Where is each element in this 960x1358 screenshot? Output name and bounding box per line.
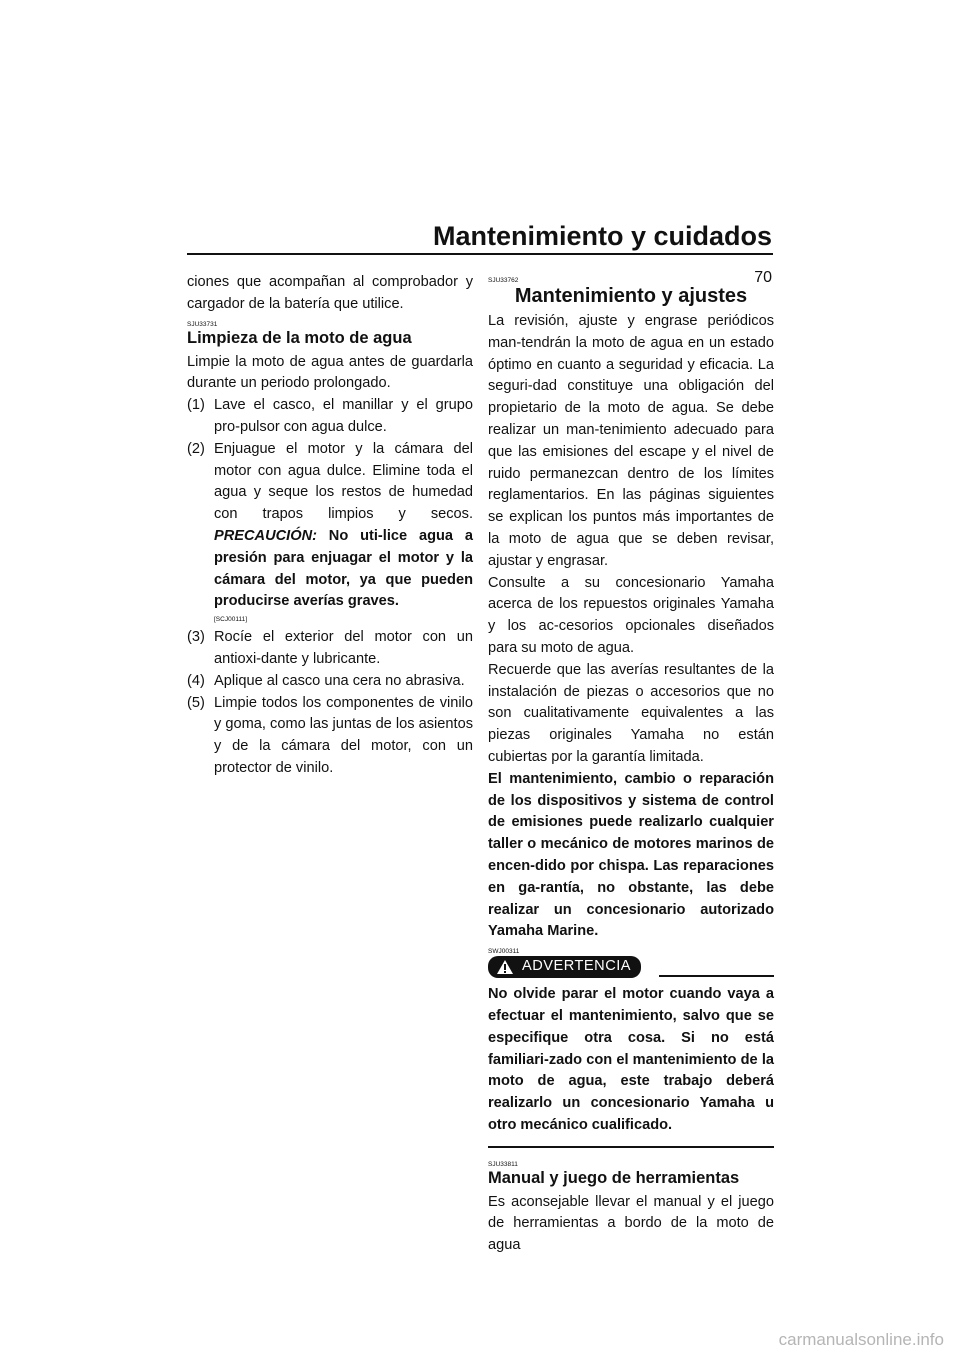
section-title-manual: Manual y juego de herramientas [488,1168,740,1187]
left-column [187,272,473,780]
section-code: SJU33731 [187,320,218,328]
caution-label: PRECAUCIÓN: [214,527,317,544]
page-number: 70 [754,269,772,286]
maintenance-paragraph-1: La revisión, ajuste y engrase periódicos man-tendrán la moto de agua en un estado óptimo en cuanto a seguridad y eficacia. La seguri-dad constituye una obligación del propietario de la moto de agua. Se debe realizar un man-tenimiento adecuado para que las emisiones del escape y el nivel de ruido permanezcan dentro de los límites reglamentarios. En las páginas siguientes se explican los puntos más importantes de la moto de agua que se deben revisar, ajustar y engrasar. [488,313,774,569]
step-number: (3) [187,629,205,646]
section-title-maintenance: Mantenimiento y ajustes [514,285,748,307]
warning-end-rule [488,1146,774,1148]
maintenance-paragraph-2: Consulte a su concesionario Yamaha acerca de los repuestos originales Yamaha y los ac-cesorios opcionales diseñados para su moto de agua. [488,574,774,656]
maintenance-paragraph-4: El mantenimiento, cambio o reparación de los dispositivos y sistema de control de emisiones puede realizarlo cualquier taller o mecánico de motores marinos de encen-dido por chispa. Las reparaciones en ga-rantía, no obstante, las debe realizar un concesionario autorizado Yamaha Marine. [488,770,774,940]
step-number: (4) [187,672,205,689]
step-text: Aplique al casco una cera no abrasiva. [214,672,465,689]
right-column [488,272,774,1257]
page-title: Mantenimiento y cuidados [432,221,772,251]
list-item [187,395,473,439]
list-item [187,693,473,780]
section-code: SJU33762 [488,277,519,284]
section-intro: Limpie la moto de agua antes de guardarla durante un periodo prolongado. [187,353,473,392]
title-rule [187,253,773,255]
step-text: Lave el casco, el manillar y el grupo pro-pulsor con agua dulce. [214,397,473,435]
warning-label: ADVERTENCIA [522,958,632,975]
section-title-cleaning: Limpieza de la moto de agua [187,328,412,347]
warning-text: No olvide parar el motor cuando vaya a efectuar el mantenimiento, salvo que se especifique otra cosa. Si no está familiari-zado con el mantenimiento de la moto de agua, este trabajo deberá realizarlo un concesionario Yamaha u otro mecánico cualificado. [488,986,774,1133]
warning-header [488,956,774,978]
step-number: (2) [187,440,205,457]
warning-badge [488,956,641,978]
list-item [187,439,473,627]
step-number: (5) [187,694,205,711]
step-text: Limpie todos los componentes de vinilo y goma, como las juntas de los asientos y de la cámara del motor, con un protector de vinilo. [214,694,473,776]
caution-text: No uti-lice agua a presión para enjuagar el motor y la cámara del motor, ya que pueden producirse averías graves. [214,527,473,610]
cleaning-steps [187,395,473,780]
list-item [187,627,473,671]
step-number: (1) [187,397,205,414]
manual-text: Es aconsejable llevar el manual y el juego de herramientas a bordo de la moto de agua [488,1193,774,1254]
step-text: Enjuague el motor y la cámara del motor con agua dulce. Elimine toda el agua y seque los restos de humedad con trapos limpios y secos. [214,440,473,523]
list-item [187,671,473,693]
step-text: Rocíe el exterior del motor con un antioxi-dante y lubricante. [214,629,473,667]
warning-header-rule [659,975,774,977]
warning-triangle-icon [496,959,514,975]
section-code: SJU33811 [488,1160,518,1168]
warning-code: SWJ00311 [488,948,520,956]
intro-text: ciones que acompañan al comprobador y cargador de la batería que utilice. [187,274,473,312]
watermark: carmanualsonline.info [778,1330,944,1349]
caution-ref: [SCJ00111] [214,616,248,624]
maintenance-paragraph-3: Recuerde que las averías resultantes de la instalación de piezas o accesorios que no son cualitativamente equivalentes a las piezas originales Yamaha no están cubiertas por la garantía limitada. [488,661,774,765]
